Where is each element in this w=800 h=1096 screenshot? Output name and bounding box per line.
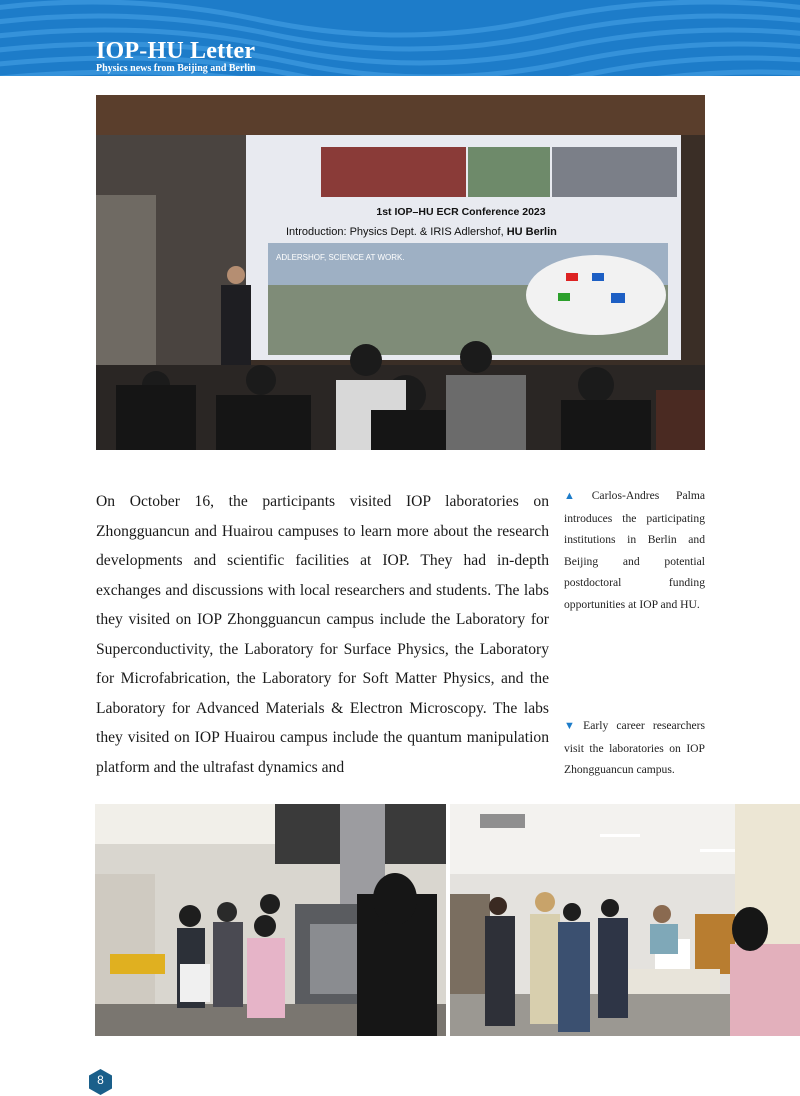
lab-instrument: [695, 914, 735, 974]
lab-visit-photo-left: [95, 804, 446, 1036]
speaker: [221, 285, 251, 365]
newsletter-title: IOP-HU Letter: [96, 38, 256, 64]
slide-title: 1st IOP–HU ECR Conference 2023: [376, 206, 546, 218]
berlin-map-inset: [526, 255, 666, 335]
triangle-up-icon: ▲: [564, 490, 589, 502]
caption-top-photo: [564, 485, 705, 615]
caption-top-text: Carlos-Andres Palma introduces the participating institutions in Berlin and Beijing and potential postdoctoral funding opportunities at IOP and HU.: [564, 489, 706, 611]
page-number: 8: [97, 1073, 104, 1087]
caption-bottom-photos: [564, 715, 705, 781]
caption-bottom-text: Early career researchers visit the laboratories on IOP Zhongguancun campus.: [564, 719, 706, 776]
page-header: [0, 0, 800, 76]
triangle-down-icon: ▼: [564, 720, 581, 732]
slide-banner: ADLERSHOF, SCIENCE AT WORK.: [276, 253, 405, 262]
conference-photo: [96, 95, 705, 450]
page-number-badge: [88, 1068, 113, 1096]
lab-visit-photo-right: [450, 804, 800, 1036]
article-body: On October 16, the participants visited IOP laboratories on Zhongguancun and Huairou campuses to learn more about the research developments and scientific facilities at IOP. They had in-depth exchanges and discussions with local researchers and students. The labs they visited on IOP Zhongguancun campus include the Laboratory for Superconductivity, the Laboratory for Surface Physics, the Laboratory for Microfabrication, the Laboratory for Soft Matter Physics, and the Laboratory for Advanced Materials & Electron Microscopy. The labs they visited on IOP Huairou campus include the quantum manipulation platform and the ultrafast dynamics and: [96, 493, 549, 776]
slide-subtitle: Introduction: Physics Dept. & IRIS Adlershof, HU Berlin: [286, 226, 557, 238]
newsletter-subtitle: Physics news from Beijing and Berlin: [96, 63, 256, 74]
